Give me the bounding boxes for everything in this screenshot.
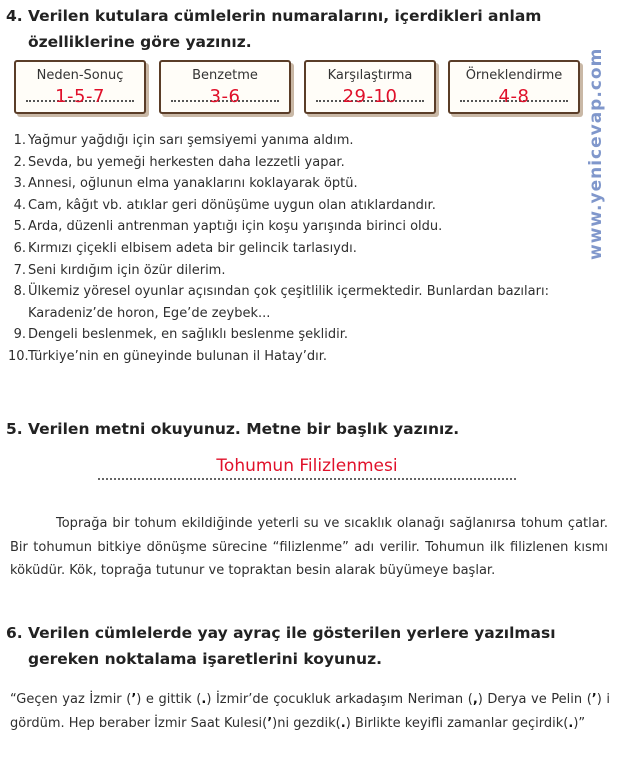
box-answer: 29-10 (342, 86, 398, 107)
item-number: 1. (13, 133, 26, 148)
box-answer: 4-8 (498, 86, 530, 107)
list-item (14, 195, 602, 217)
item-text: Seni kırdığım için özür dilerim. (28, 262, 226, 278)
item-number: 5. (13, 219, 26, 235)
item-number: 7. (13, 262, 26, 278)
box-answer: 1-5-7 (55, 86, 105, 107)
text-segment: ) i gördüm. Hep beraber İzmir Saat Kulesi( (10, 692, 610, 731)
item-text: Kırmızı çiçekli elbisem adeta bir gelincik tarlasıydı. (28, 240, 357, 256)
title-answer: Tohumun Filizlenmesi (216, 456, 398, 476)
text-segment: ) e gittik ( (136, 692, 202, 707)
text-segment: ) İzmir’de çocukluk arkadaşım Neriman ( (206, 692, 473, 707)
punctuation-answer: ’ (131, 692, 137, 707)
list-item (14, 216, 602, 238)
text-segment: ) Birlikte keyifli zamanlar geçirdik( (345, 715, 569, 731)
text-segment: )ni gezdik( (272, 715, 341, 731)
question-number: 5. (6, 420, 23, 438)
category-boxes (14, 60, 578, 116)
sentence-list (8, 130, 602, 368)
list-item (14, 173, 602, 195)
list-item (14, 281, 602, 324)
box-category: Karşılaştırma (327, 68, 413, 83)
box-answer: 3-6 (209, 86, 241, 107)
punctuation-answer: ’ (591, 692, 597, 707)
item-number: 9. (13, 327, 26, 343)
reading-paragraph: Toprağa bir tohum ekildiğinde yeterli su ve sıcaklık olanağı sağlanırsa tohum çatlar. Bir tohumun bitkiye dönüşme sürecine “filizlenme” adı verilir. Tohumun ilk filizlenen kısmı köküdür. Kök, toprağa tutunur ve topraktan besin alarak büyümeye başlar. (10, 516, 608, 578)
punctuation-answer: . (201, 692, 207, 707)
punctuation-answer: . (568, 715, 574, 731)
item-text: Sevda, bu yemeği herkesten daha lezzetli yapar. (28, 154, 345, 170)
item-number: 4. (13, 197, 26, 213)
item-text: Yağmur yağdığı için sarı şemsiyemi yanıma aldım. (28, 133, 354, 148)
text-segment: “Geçen yaz İzmir ( (10, 692, 132, 707)
item-text: Türkiye’nin en güneyinde bulunan il Hatay’dır. (28, 348, 328, 364)
text-segment: ) Derya ve Pelin ( (477, 692, 592, 707)
item-text: Cam, kâğıt vb. atıklar geri dönüşüme uygun olan atıklardandır. (28, 197, 436, 213)
question-instruction: Verilen cümlelerde yay ayraç ile gösterilen yerlere yazılması gereken noktalama işaretlerini koyunuz. (28, 624, 556, 668)
punctuation-answer: . (340, 715, 346, 731)
item-number: 8. (13, 284, 26, 300)
item-number: 3. (13, 176, 26, 192)
punctuation-exercise-text (10, 688, 610, 735)
text-segment: )” (573, 715, 586, 731)
list-item (14, 324, 602, 346)
box-category: Örneklendirme (465, 68, 563, 83)
question-6-heading (6, 620, 608, 672)
item-text: Dengeli beslenmek, en sağlıklı beslenme şeklidir. (28, 327, 348, 343)
question-number: 4. (6, 7, 23, 25)
box-karsilastirma (304, 60, 436, 114)
site-watermark: www.yenicevap.com (586, 47, 606, 260)
list-item (14, 260, 602, 282)
question-number: 6. (6, 624, 23, 642)
list-item (8, 346, 602, 368)
box-neden-sonuc (14, 60, 146, 114)
item-text: Ülkemiz yöresel oyunlar açısından çok çeşitlilik içermektedir. Bunlardan bazıları: Karadeniz’de horon, Ege’de zeybek... (28, 284, 549, 321)
item-text: Arda, düzenli antrenman yaptığı için koşu yarışında birinci oldu. (28, 219, 443, 235)
list-item (14, 152, 602, 174)
question-4-heading (6, 3, 611, 55)
item-text: Annesi, oğlunun elma yanaklarını koklayarak öptü. (28, 176, 358, 192)
title-dotted-line (98, 478, 516, 480)
question-5-heading (6, 416, 459, 442)
box-category: Neden-Sonuç (36, 68, 124, 83)
item-number: 2. (13, 154, 26, 170)
list-item (14, 130, 602, 152)
punctuation-answer: , (472, 692, 478, 707)
list-item (14, 238, 602, 260)
box-benzetme (159, 60, 291, 114)
question-instruction: Verilen kutulara cümlelerin numaralarını, içerdikleri anlam özelliklerine göre yazınız. (28, 7, 542, 51)
item-number: 6. (13, 240, 26, 256)
item-number: 10. (8, 348, 29, 364)
question-instruction: Verilen metni okuyunuz. Metne bir başlık yazınız. (28, 420, 460, 438)
punctuation-answer: ’ (267, 715, 273, 731)
box-orneklendirme (448, 60, 580, 114)
box-category: Benzetme (192, 68, 258, 83)
